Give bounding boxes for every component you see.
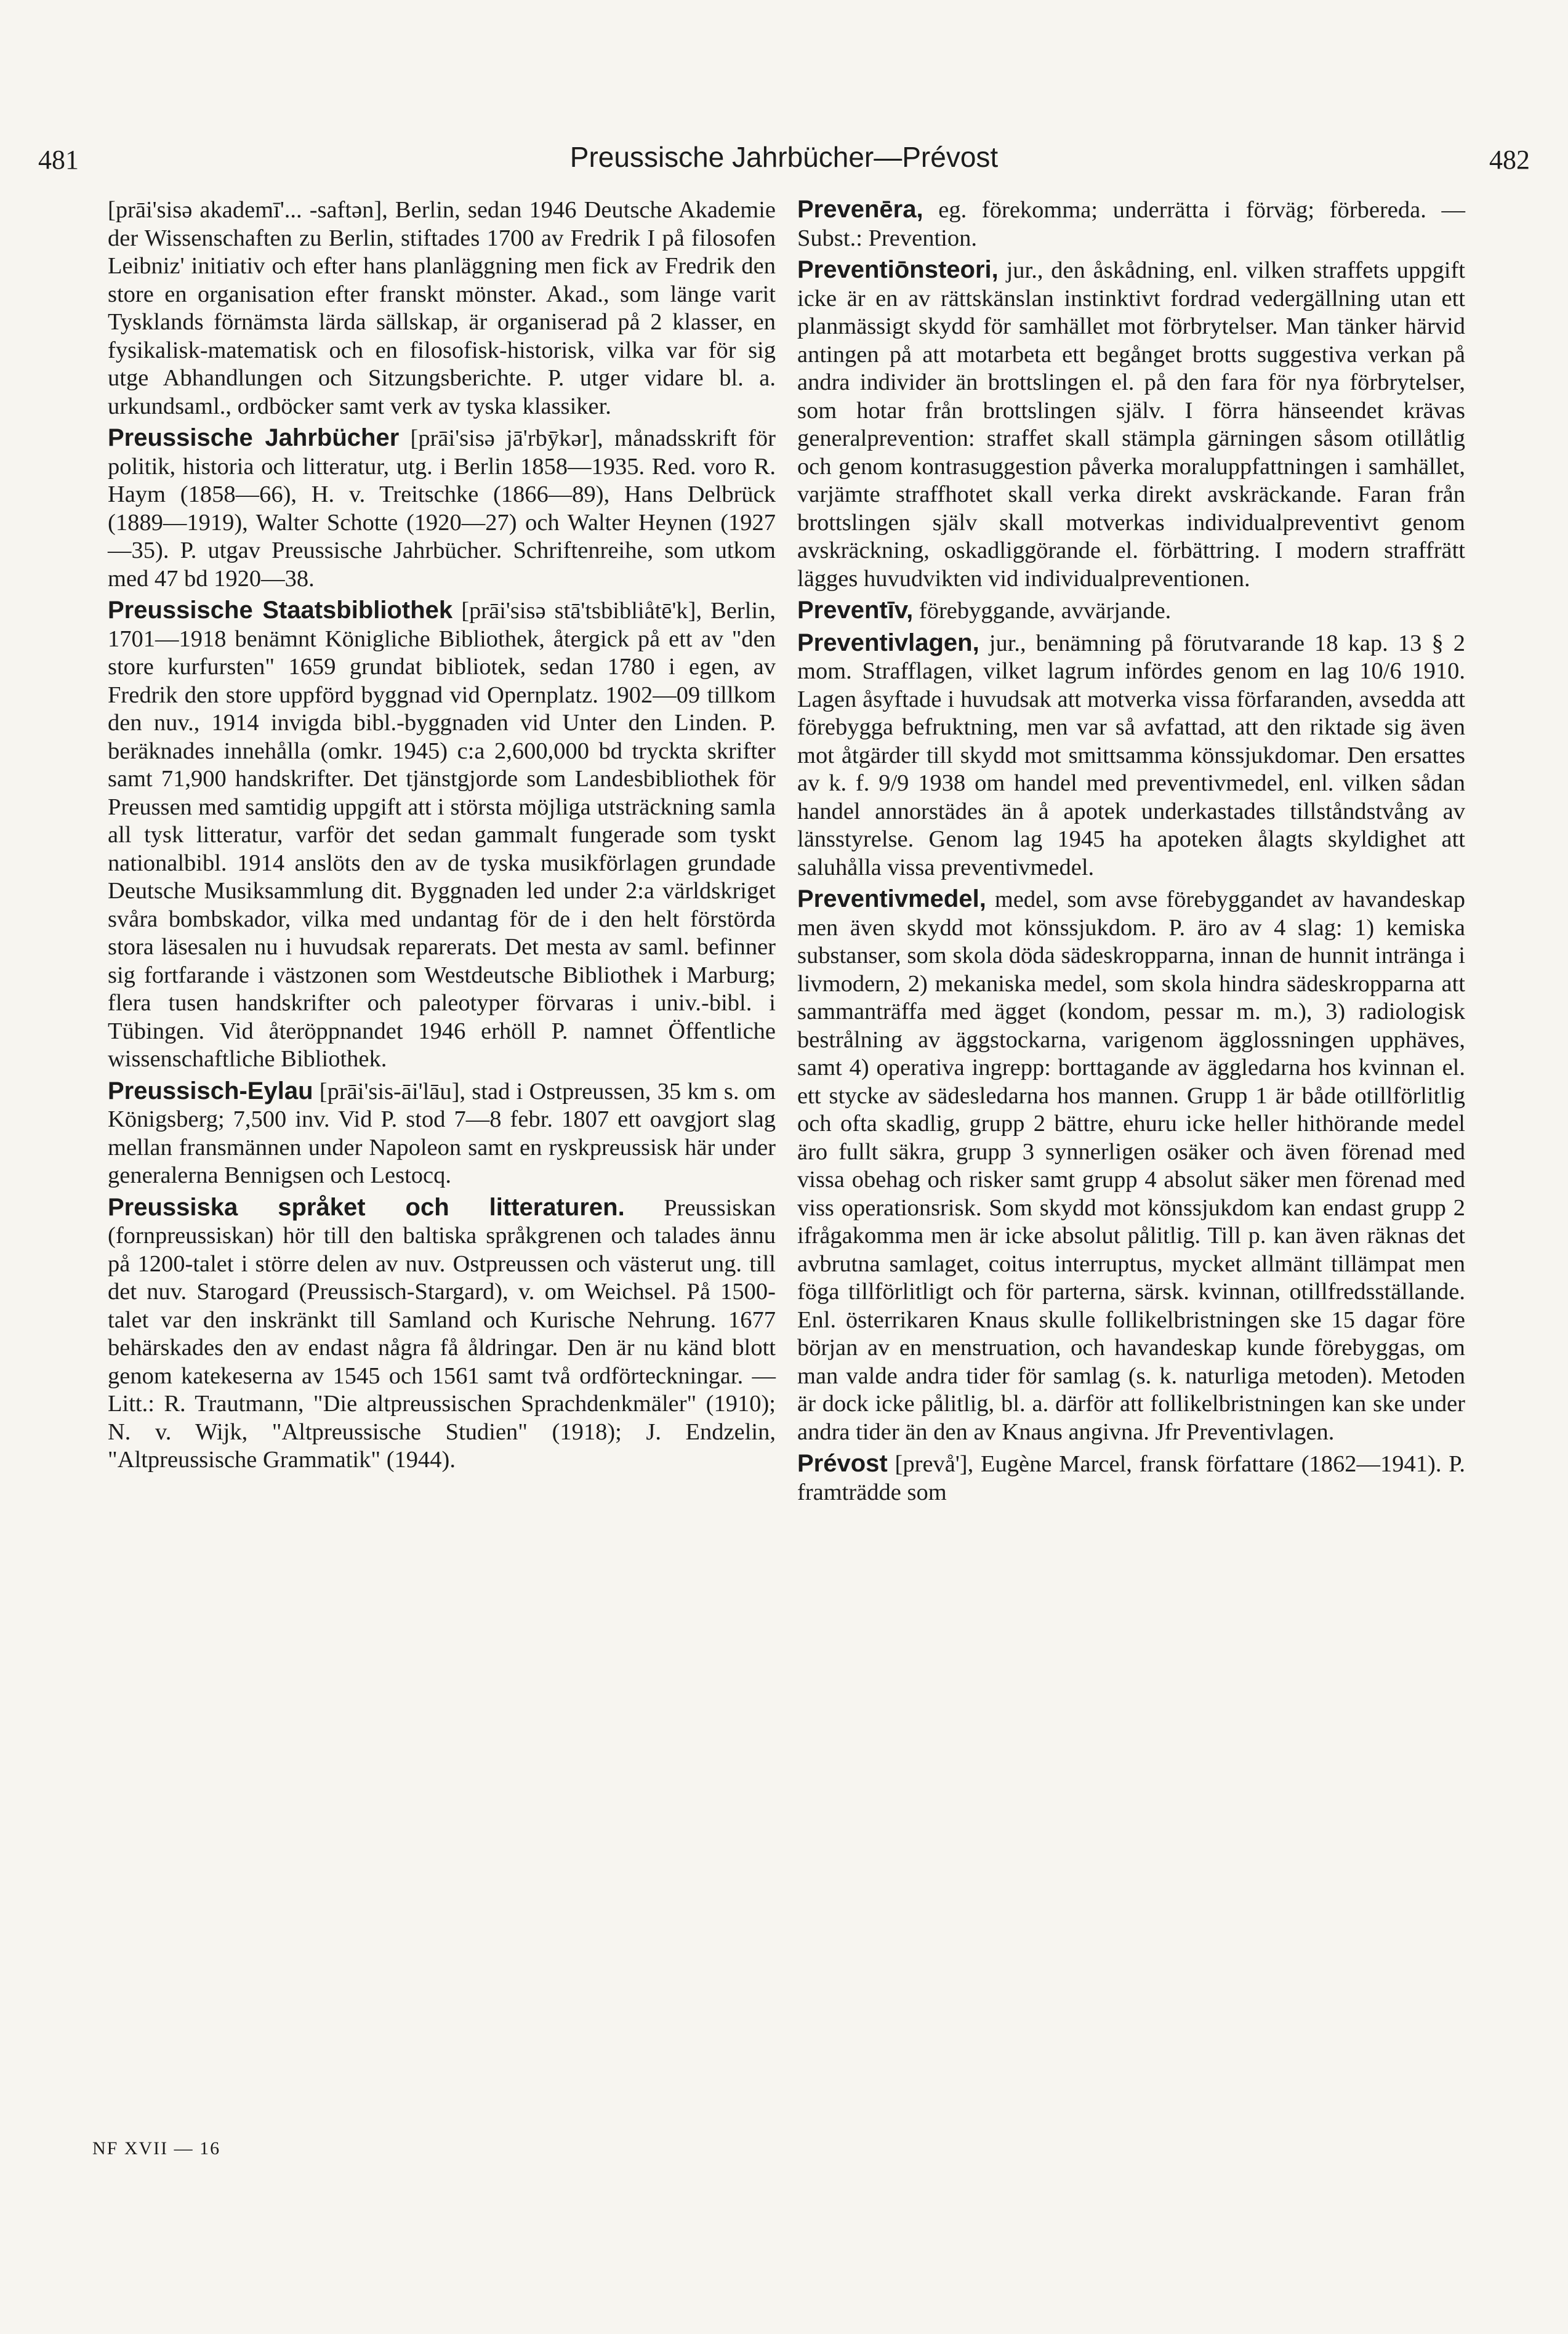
entry-text: [prāi'sisə jā'rbȳkər], månadsskrift för politik, historia och litteratur, utg. i Berlin 1858—1935. Red. voro R. Haym (1858—66), H. v. Treitschke (1866—89), Hans Delbrück (1889—1919), Walter Schotte (1920—27) och Walter Heynen (1927—35). P. utgav Preussische Jahrbücher. Schriftenreihe, som utkom med 47 bd 1920—38. bbox=[108, 425, 776, 592]
entry-prevenera bbox=[797, 196, 1465, 252]
entry-text: [prāi'sisə akademī'... -saftən], Berlin, sedan 1946 Deutsche Akademie der Wissenschaften zu Berlin, stiftades 1700 av Fredrik I på filosofen Leibniz' initiativ och efter hans planläggning men fick av Fredrik den store en organisation efter franskt mönster. Akad., som länge varit Tysklands förnämsta lärda sällskap, är organiserad på 2 klasser, en fysikalisk-matematisk och en filosofisk-historisk, vilka var för sig utge Abhandlungen och Sitzungsberichte. P. utger vidare bl. a. urkundsaml., ordböcker samt verk av tyska klassiker. bbox=[108, 197, 776, 419]
entry-text: förebyggande, avvärjande. bbox=[919, 598, 1172, 624]
entry-text: jur., benämning på förutvarande 18 kap. 13 § 2 mom. Strafflagen, vilket lagrum infördes genom en lag 10/6 1910. Lagen åsyftade i huvudsak att motverka vissa förfaranden, avsedda att förebygga befruktning, men var så avfattad, att den riktade sig även mot åtgärder till skydd mot smittsamma könssjukdomar. Den ersattes av k. f. 9/9 1938 om handel med preventivmedel, enl. vilken sådan handel annorstädes än å apotek underkastades tillståndstvång av länsstyrelse. Genom lag 1945 ha apoteken ålagts skyldighet att saluhålla vissa preventivmedel. bbox=[797, 630, 1466, 880]
entry-headword: Prévost bbox=[797, 1450, 888, 1477]
entry-preussisch-eylau bbox=[108, 1077, 776, 1190]
entry-preventionsteori bbox=[797, 256, 1465, 593]
entry-text: [prāi'sisə stā'tsbibliåtē'k], Berlin, 1701—1918 benämnt Königliche Bibliothek, återgick på ett av "den store kurfursten" 1659 grundat bibliotek, sedan 1780 i egen, av Fredrik den store uppförd byggnad vid Opernplatz. 1902—09 tillkom den nuv., 1914 invigda bibl.-byggnaden vid Unter den Linden. P. beräknades innehålla (omkr. 1945) c:a 2,600,000 bd tryckta skrifter samt 71,900 handskrifter. Det tjänstgjorde som Landesbibliothek för Preussen med samtidig uppgift att i största möjliga utsträckning samla all tysk litteratur, varför det sedan gammalt fungerade som tyskt nationalbibl. 1914 anslöts den av de tyska musikförlagen grundade Deutsche Musiksammlung dit. Byggnaden led under 2:a världskriget svåra bombskador, vilka med undantag för de i den helt förstörda stora läsesalen nu i huvudsak reparerats. Det mesta av saml. befinner sig fortfarande i västzonen som Westdeutsche Bibliothek i Marburg; flera tusen handskrifter och paleotyper förvaras i univ.-bibl. i Tübingen. Vid återöppnandet 1946 erhöll P. namnet Öffentliche wissenschaftliche Bibliothek. bbox=[108, 598, 776, 1072]
entry-preussische-akademie bbox=[108, 196, 776, 421]
page-number-left: 481 bbox=[38, 145, 79, 175]
entry-text: [prāi'sis-āi'lāu], stad i Ostpreussen, 35 km s. om Königsberg; 7,500 inv. Vid P. stod 7—8 febr. 1807 ett oavgjort slag mellan fransmännen under Napoleon samt en ryskpreussisk här under generalerna Bennigsen och Lestocq. bbox=[108, 1078, 776, 1188]
entry-preussiska-spraket bbox=[108, 1194, 776, 1475]
right-column bbox=[797, 196, 1465, 1510]
entry-text: [prevå'], Eugène Marcel, fransk författare (1862—1941). P. framträdde som bbox=[797, 1451, 1465, 1505]
entry-headword: Preventivmedel, bbox=[797, 885, 986, 912]
entry-prevost bbox=[797, 1450, 1465, 1507]
entry-headword: Preventivlagen, bbox=[797, 629, 979, 656]
entry-preventiv bbox=[797, 597, 1465, 626]
left-column bbox=[108, 196, 776, 1478]
entry-text: medel, som avse förebyggandet av havandeskap men även skydd mot könssjukdom. P. äro av 4 slag: 1) kemiska substanser, som skola döda sädeskropparna, innan de hunnit intränga i livmodern, 2) mekaniska medel, som skola hindra sädeskropparna att sammanträffa med ägget (kondom, pessar m. m.), 3) radiologisk bestrålning av äggstockarna, varigenom ägglossningen upphäves, samt 4) operativa ingrepp: borttagande av äggledarna hos kvinnan el. ett stycke av sädesledarna hos mannen. Grupp 1 är både otillförlitlig och ofta skadlig, grupp 2 bättre, ehuru icke heller hithörande medel äro fullt säkra, grupp 3 synnerligen osäker och även förenad med vissa obehag och risker samt grupp 4 absolut säker men förenad med viss operationsrisk. Som skydd mot könssjukdom kan endast grupp 2 ifrågakomma men är icke absolut pålitlig. Till p. kan även räknas det avbrutna samlaget, coitus interruptus, mycket allmänt tillämpat men föga tillförlitligt och för parterna, särsk. kvinnan, otillfredsställande. Enl. österrikaren Knaus skulle follikelbristningen ske 15 dagar före början av en menstruation, och havandeskap kunde förebyggas, om man valde andra tider för samlag (s. k. naturliga metoden). Metoden är dock icke pålitlig, bl. a. därför att follikelbristningen kan ske under andra tider än den av Knaus angivna. Jfr Preventivlagen. bbox=[797, 887, 1465, 1445]
entry-text: Preussiskan (fornpreussiskan) hör till den baltiska språkgrenen och talades ännu på 1200-talet i större delen av nuv. Ostpreussen och västerut ung. till det nuv. Starogard (Preussisch-Stargard), v. om Weichsel. På 1500-talet var den inskränkt till Samland och Kurische Nehrung. 1677 behärskades den av endast några få åldringar. Den är nu känd blott genom katekeserna av 1545 och 1561 samt två ordförteckningar. — Litt.: R. Trautmann, "Die altpreussischen Sprachdenkmäler" (1910); N. v. Wijk, "Altpreussische Studien" (1918); J. Endzelin, "Altpreussische Grammatik" (1944). bbox=[108, 1194, 776, 1473]
entry-headword: Preventīv, bbox=[797, 597, 914, 624]
entry-preussische-jahrbucher bbox=[108, 424, 776, 593]
entry-headword: Prevenēra, bbox=[797, 196, 923, 223]
entry-headword: Preussische Staatsbibliothek bbox=[108, 597, 453, 624]
running-title: Preussische Jahrbücher—Prévost bbox=[569, 141, 999, 173]
entry-text: jur., den åskådning, enl. vilken straffets uppgift icke är en av rättskänslan instinktivt fordrad vedergällning utan ett planmässigt skydd för samhället mot förbrytelser. Man tänker härvid antingen på att motarbeta ett begånget brotts suggestiva verkan på andra individer än brottslingen el. på den fara för nya förbrytelser, som hotar från brottslingen själv. I förra hänseendet krävas generalprevention: straffet skall stämpla gärningen såsom otillåtlig och genom kontrasuggestion påverka moraluppfattningen i samhället, varjämte straffhotet skall verka direkt avskräckande. Faran från brottslingen själv skall motverkas individualpreventivt genom avskräckning, oskadliggörande el. förbättring. I modern straffrätt lägges huvudvikten vid individualpreventionen. bbox=[797, 257, 1466, 592]
entry-text: eg. förekomma; underrätta i förväg; förbereda. — Subst.: Prevention. bbox=[797, 197, 1465, 251]
entry-headword: Preventiōnsteori, bbox=[797, 256, 999, 283]
signature-mark: NF XVII — 16 bbox=[92, 2138, 221, 2159]
page-number-right: 482 bbox=[1489, 145, 1530, 175]
entry-preventivmedel bbox=[797, 885, 1465, 1446]
entry-headword: Preussische Jahrbücher bbox=[108, 424, 400, 451]
entry-preventivlagen bbox=[797, 629, 1465, 882]
entry-headword: Preussisch-Eylau bbox=[108, 1077, 313, 1105]
entry-headword: Preussiska språket och litteraturen. bbox=[108, 1193, 625, 1221]
page-header bbox=[38, 140, 1530, 183]
entry-preussische-staatsbibliothek bbox=[108, 597, 776, 1074]
